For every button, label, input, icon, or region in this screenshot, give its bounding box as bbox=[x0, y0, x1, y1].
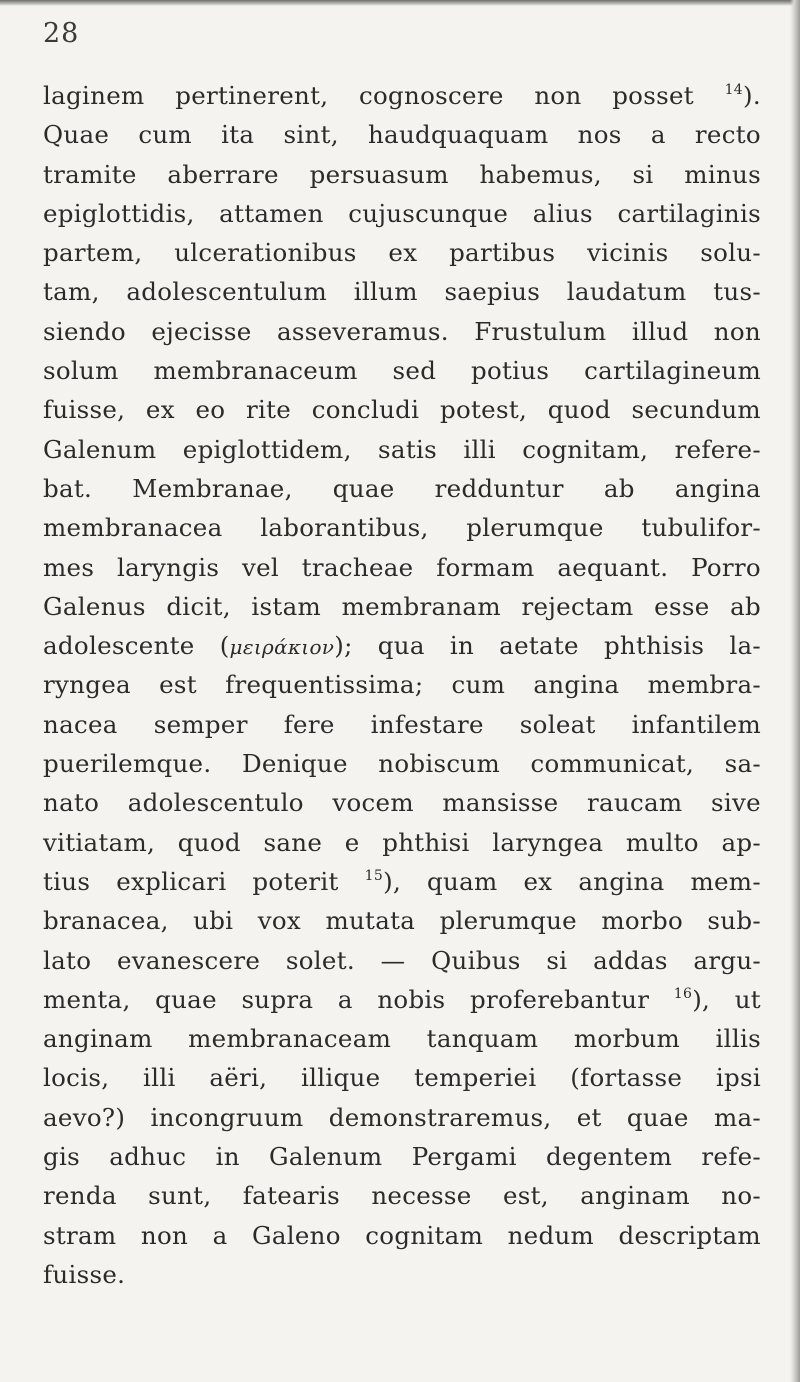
word: ejecisse bbox=[151, 316, 252, 346]
word: saepius bbox=[444, 277, 541, 307]
word: laginem bbox=[43, 81, 145, 110]
word: nato bbox=[43, 788, 100, 818]
word: Pergami bbox=[411, 1142, 517, 1172]
word: communicat, bbox=[530, 749, 695, 779]
word: si bbox=[546, 945, 568, 975]
word: quae bbox=[155, 984, 217, 1014]
text-line bbox=[43, 1058, 761, 1097]
word: illi bbox=[463, 434, 496, 464]
word: temperiei bbox=[414, 1063, 537, 1093]
word: dicit, bbox=[166, 591, 231, 621]
word: cartilaginis bbox=[617, 198, 761, 228]
word: mansisse bbox=[442, 788, 559, 818]
word: aequant. bbox=[557, 552, 669, 582]
text-line bbox=[43, 980, 761, 1019]
word: fatearis bbox=[242, 1181, 340, 1211]
word: locis, bbox=[43, 1063, 110, 1093]
word: tus- bbox=[713, 277, 761, 307]
word: cognoscere bbox=[358, 81, 504, 110]
word: potius bbox=[471, 356, 550, 386]
word: adhuc bbox=[109, 1142, 187, 1172]
word: nacea bbox=[43, 709, 118, 739]
word: a bbox=[337, 984, 353, 1014]
word: plerumque bbox=[439, 906, 577, 936]
word: asseveramus. bbox=[276, 316, 449, 346]
word: proferebantur bbox=[469, 984, 650, 1014]
text-line bbox=[43, 901, 761, 940]
word: adolescentulo bbox=[127, 788, 304, 818]
word: membranaceam bbox=[188, 1024, 392, 1054]
word: non bbox=[140, 1220, 189, 1250]
word: membranacea bbox=[43, 513, 223, 543]
text-line bbox=[43, 194, 761, 233]
text-line bbox=[43, 76, 761, 115]
text-line bbox=[43, 469, 761, 508]
word: supra bbox=[241, 984, 314, 1014]
word: sed bbox=[392, 356, 437, 386]
word: ma- bbox=[713, 1102, 761, 1132]
word: stram bbox=[43, 1220, 117, 1250]
word: adolescentulum bbox=[126, 277, 327, 307]
text-line bbox=[43, 430, 761, 469]
word: laryngis bbox=[116, 552, 220, 582]
word: soleat bbox=[519, 709, 596, 739]
word: degentem bbox=[546, 1142, 673, 1172]
word: persuasum bbox=[309, 159, 449, 189]
text-line bbox=[43, 823, 761, 862]
word: in bbox=[449, 631, 475, 661]
word: non bbox=[713, 316, 761, 346]
text-line bbox=[43, 705, 761, 744]
text-line bbox=[43, 941, 761, 980]
word: illum bbox=[353, 277, 418, 307]
word: quam bbox=[427, 866, 498, 896]
word: Denique bbox=[241, 749, 348, 779]
word: vel bbox=[241, 552, 280, 582]
word: in bbox=[215, 1142, 240, 1172]
word: no- bbox=[721, 1181, 761, 1211]
word: redduntur bbox=[434, 473, 564, 503]
word: concludi bbox=[311, 395, 420, 425]
word: sive bbox=[711, 788, 761, 818]
word: tam, bbox=[43, 277, 100, 307]
word: (μειράκιον); bbox=[219, 631, 353, 661]
word: minus bbox=[684, 159, 761, 189]
word: lato bbox=[43, 945, 92, 975]
word: est bbox=[159, 670, 197, 700]
word: laudatum bbox=[566, 277, 687, 307]
word: $^{16}$), bbox=[673, 984, 711, 1014]
text-line bbox=[43, 233, 761, 272]
word: ipsi bbox=[715, 1063, 761, 1093]
text-line bbox=[43, 1255, 761, 1294]
word: membra- bbox=[647, 670, 761, 700]
word: a bbox=[650, 120, 666, 150]
word: Galeno bbox=[251, 1220, 341, 1250]
word: explicari bbox=[116, 866, 227, 896]
word: ryngea bbox=[43, 670, 131, 700]
word: angina bbox=[674, 473, 761, 503]
word: vocem bbox=[332, 788, 414, 818]
word: Quae bbox=[43, 120, 110, 150]
word: potest, bbox=[439, 395, 528, 425]
word: quae bbox=[332, 473, 395, 503]
text-line bbox=[43, 312, 761, 351]
word: ap- bbox=[721, 827, 761, 857]
word: ulcerationibus bbox=[174, 238, 357, 268]
word: solet. bbox=[285, 945, 355, 975]
text-line bbox=[43, 1137, 761, 1176]
word: haudquaquam bbox=[367, 120, 549, 150]
word: alius bbox=[532, 198, 593, 228]
word: membranam bbox=[341, 591, 501, 621]
word: morbo bbox=[601, 906, 684, 936]
word: Quibus bbox=[431, 945, 521, 975]
word: branacea, bbox=[43, 906, 169, 936]
word: incongruum bbox=[150, 1102, 304, 1132]
word: tracheae bbox=[301, 552, 414, 582]
text-line bbox=[43, 548, 761, 587]
word: quod bbox=[177, 827, 241, 857]
word: solum bbox=[43, 356, 119, 386]
page-right-edge-shadow bbox=[790, 0, 800, 1382]
word: quod bbox=[547, 395, 611, 425]
word: cum bbox=[138, 120, 192, 150]
word: partem, bbox=[43, 238, 143, 268]
word: siendo bbox=[43, 316, 126, 346]
word: e bbox=[344, 827, 360, 857]
word: Frustulum bbox=[474, 316, 607, 346]
text-line bbox=[43, 783, 761, 822]
word: nos bbox=[577, 120, 622, 150]
word: tubulifor- bbox=[641, 513, 761, 543]
word: Membranae, bbox=[132, 473, 293, 503]
word: rite bbox=[246, 395, 292, 425]
word: mes bbox=[43, 552, 95, 582]
word: $^{15}$), bbox=[364, 866, 402, 896]
word: illi bbox=[143, 1063, 176, 1093]
word: ubi bbox=[193, 906, 234, 936]
word: tius bbox=[43, 866, 91, 896]
text-line bbox=[43, 351, 761, 390]
word: mem- bbox=[690, 866, 761, 896]
word: esse bbox=[654, 591, 710, 621]
word: la- bbox=[729, 631, 761, 661]
word: solu- bbox=[700, 238, 761, 268]
text-line bbox=[43, 508, 761, 547]
word: posset bbox=[612, 81, 694, 110]
word: (fortasse bbox=[570, 1063, 683, 1093]
word: aberrare bbox=[167, 159, 279, 189]
word: descriptam bbox=[618, 1220, 761, 1250]
word: epiglottidis, bbox=[43, 198, 195, 228]
word: poterit bbox=[252, 866, 339, 896]
word: eo bbox=[195, 395, 226, 425]
word: — bbox=[380, 945, 406, 975]
word: aëri, bbox=[209, 1063, 268, 1093]
word: non bbox=[534, 81, 582, 110]
word: anginam bbox=[580, 1181, 690, 1211]
word: sub- bbox=[707, 906, 761, 936]
word: quae bbox=[626, 1102, 689, 1132]
word: si bbox=[632, 159, 654, 189]
word: illique bbox=[301, 1063, 381, 1093]
word: satis bbox=[378, 434, 437, 464]
word: phthisi bbox=[382, 827, 470, 857]
text-line bbox=[43, 1019, 761, 1058]
word: ab bbox=[730, 591, 761, 621]
word: cognitam, bbox=[522, 434, 649, 464]
word: rejectam bbox=[521, 591, 634, 621]
text-line bbox=[43, 1216, 761, 1255]
word: infantilem bbox=[631, 709, 761, 739]
text-line bbox=[43, 272, 761, 311]
word: laborantibus, bbox=[260, 513, 429, 543]
word: renda bbox=[43, 1181, 117, 1211]
word: vox bbox=[257, 906, 302, 936]
word: necesse bbox=[371, 1181, 472, 1211]
word: est, bbox=[502, 1181, 549, 1211]
word: ut bbox=[734, 984, 761, 1014]
word: laryngea bbox=[492, 827, 604, 857]
word: anginam bbox=[43, 1024, 153, 1054]
word: argu- bbox=[693, 945, 761, 975]
word: sunt, bbox=[148, 1181, 212, 1211]
word: cognitam bbox=[365, 1220, 484, 1250]
word: partibus bbox=[449, 238, 556, 268]
word: ex bbox=[145, 395, 175, 425]
body-text bbox=[43, 76, 761, 1294]
word: sa- bbox=[724, 749, 761, 779]
word: morbum bbox=[573, 1024, 681, 1054]
word: evanescere bbox=[116, 945, 261, 975]
text-line bbox=[43, 1098, 761, 1137]
word: cujuscunque bbox=[348, 198, 509, 228]
word: illis bbox=[715, 1024, 761, 1054]
word: bat. bbox=[43, 473, 93, 503]
text-line bbox=[43, 862, 761, 901]
text-line bbox=[43, 665, 761, 704]
word: aevo?) bbox=[43, 1102, 126, 1132]
word: refere- bbox=[674, 434, 761, 464]
word: infestare bbox=[370, 709, 484, 739]
text-line bbox=[43, 587, 761, 626]
word: aetate bbox=[499, 631, 579, 661]
word: addas bbox=[593, 945, 668, 975]
word: cum bbox=[451, 670, 506, 700]
page-number: 28 bbox=[43, 18, 80, 49]
text-line bbox=[43, 744, 761, 783]
word: formam bbox=[436, 552, 535, 582]
word: habemus, bbox=[479, 159, 602, 189]
text-line bbox=[43, 115, 761, 154]
word: Galenum bbox=[269, 1142, 383, 1172]
text-line bbox=[43, 1176, 761, 1215]
word: Galenum bbox=[43, 434, 157, 464]
word: vitiatam, bbox=[43, 827, 156, 857]
word: nobiscum bbox=[378, 749, 501, 779]
word: raucam bbox=[587, 788, 683, 818]
word: angina bbox=[533, 670, 620, 700]
word: membranaceum bbox=[153, 356, 358, 386]
word: istam bbox=[251, 591, 322, 621]
word: phthisis bbox=[603, 631, 705, 661]
word: fere bbox=[283, 709, 335, 739]
word: a bbox=[212, 1220, 228, 1250]
word: nobis bbox=[377, 984, 446, 1014]
word: angina bbox=[578, 866, 665, 896]
text-line bbox=[43, 155, 761, 194]
word: cartilagineum bbox=[584, 356, 761, 386]
word: tramite bbox=[43, 159, 137, 189]
word: gis bbox=[43, 1142, 80, 1172]
word: attamen bbox=[219, 198, 324, 228]
word: demonstraremus, bbox=[328, 1102, 552, 1132]
page-top-edge bbox=[0, 0, 800, 6]
word: semper bbox=[153, 709, 248, 739]
word: secundum bbox=[631, 395, 761, 425]
word: menta, bbox=[43, 984, 131, 1014]
word: sane bbox=[263, 827, 323, 857]
word: et bbox=[576, 1102, 602, 1132]
word: refe- bbox=[701, 1142, 761, 1172]
word: vicinis bbox=[586, 238, 669, 268]
word: Galenus bbox=[43, 591, 146, 621]
word: qua bbox=[377, 631, 425, 661]
word: Porro bbox=[691, 552, 761, 582]
word: ita bbox=[221, 120, 255, 150]
word: adolescente bbox=[43, 631, 195, 661]
text-line bbox=[43, 390, 761, 429]
word: fuisse, bbox=[43, 395, 126, 425]
word: ab bbox=[603, 473, 635, 503]
text-line bbox=[43, 626, 761, 665]
word: $^{14}$). bbox=[724, 81, 761, 110]
word: mutata bbox=[325, 906, 416, 936]
word: ex bbox=[388, 238, 418, 268]
word: frequentissima; bbox=[225, 670, 424, 700]
word: multo bbox=[625, 827, 699, 857]
word: ex bbox=[523, 866, 553, 896]
word: tanquam bbox=[426, 1024, 539, 1054]
word: illud bbox=[631, 316, 689, 346]
word: sint, bbox=[283, 120, 339, 150]
word: recto bbox=[694, 120, 761, 150]
word: plerumque bbox=[466, 513, 604, 543]
word: puerilemque. bbox=[43, 749, 212, 779]
word: nedum bbox=[507, 1220, 595, 1250]
word: fuisse. bbox=[43, 1259, 126, 1289]
word: epiglottidem, bbox=[182, 434, 352, 464]
word: pertinerent, bbox=[175, 81, 329, 110]
